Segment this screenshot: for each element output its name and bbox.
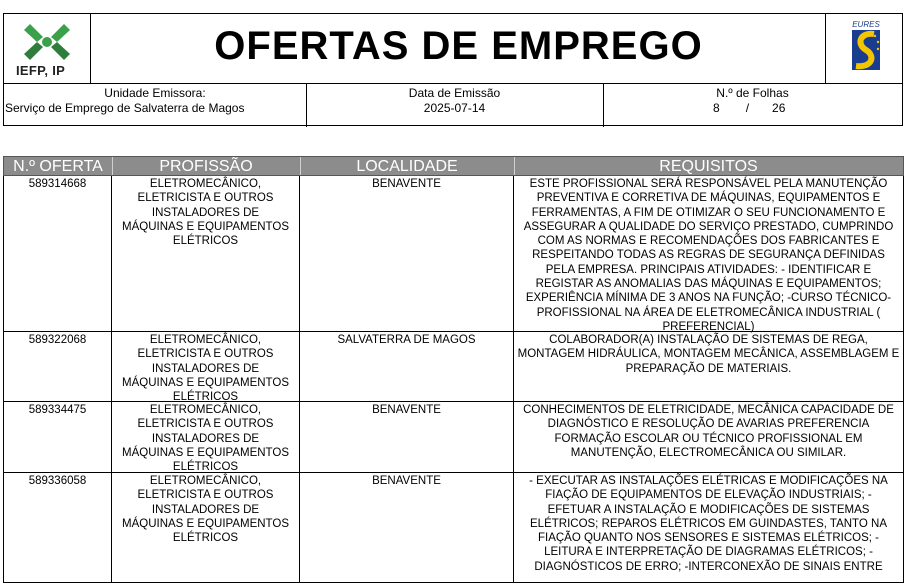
profession: ELETROMECÂNICO, ELETRICISTA E OUTROS INSTALADORES DE MÁQUINAS E EQUIPAMENTOS ELÉTRICOS — [112, 473, 300, 582]
sheet-count-value — [713, 101, 785, 115]
table-row — [3, 402, 904, 473]
issuing-unit-cell — [4, 84, 307, 127]
requirements: - EXECUTAR AS INSTALAÇÕES ELÉTRICAS E MODIFICAÇÕES NA FIAÇÃO DE EQUIPAMENTOS DE ELEVAÇÃO INDUSTRIAIS; - EFETUAR A INSTALAÇÃO E MODIFICAÇÕES DE SISTEMAS ELÉTRICOS; REPAROS ELÉTRICOS EM GUINDASTES, TANTO NA FIAÇÃO QUANTO NOS SENSORES E SISTEMAS ELÉTRICOS; - LEITURA E INTERPRETAÇÃO DE DIAGRAMAS ELÉTRICOS; - DIAGNÓSTICOS DE ERRO; -INTERCONEXÃO DE SINAIS ENTRE — [529, 475, 888, 573]
offer-number: 589336058 — [4, 473, 112, 582]
sheet-total: 26 — [772, 101, 786, 115]
location: BENAVENTE — [300, 176, 514, 331]
column-header-offer-number: N.º OFERTA — [4, 157, 113, 175]
location: BENAVENTE — [300, 473, 514, 582]
issuing-unit-value: Serviço de Emprego de Salvaterra de Magos — [5, 101, 245, 115]
location: SALVATERRA DE MAGOS — [300, 332, 514, 401]
issue-date-value: 2025-07-14 — [423, 101, 486, 115]
job-offers-table — [3, 156, 904, 583]
document-info-row — [4, 83, 902, 127]
profession: ELETROMECÂNICO, ELETRICISTA E OUTROS INSTALADORES DE MÁQUINAS E EQUIPAMENTOS ELÉTRICOS — [112, 332, 300, 401]
sheet-count-label: N.º de Folhas — [716, 86, 789, 100]
iefp-logo — [4, 14, 91, 83]
offer-number: 589314668 — [4, 176, 112, 331]
offer-number: 589334475 — [4, 402, 112, 472]
sheet-separator: / — [745, 101, 750, 115]
sheet-count-cell — [603, 84, 902, 127]
table-row — [3, 332, 904, 402]
requirements: COLABORADOR(A) INSTALAÇÃO DE SISTEMAS DE REGA, MONTAGEM HIDRÁULICA, MONTAGEM MECÂNICA, ASSEMBLAGEM E PREPARAÇÃO DE MATERIAIS. — [517, 334, 900, 375]
document-header — [3, 13, 903, 126]
page-title: OFERTAS DE EMPREGO — [214, 24, 703, 68]
offer-number: 589322068 — [4, 332, 112, 401]
table-row — [3, 176, 904, 332]
iefp-logo-text: IEFP, IP — [16, 63, 66, 78]
table-row — [3, 473, 904, 583]
issue-date-label: Data de Emissão — [408, 86, 501, 100]
issuing-unit-label: Unidade Emissora: — [104, 86, 206, 100]
profession: ELETROMECÂNICO, ELETRICISTA E OUTROS INSTALADORES DE MÁQUINAS E EQUIPAMENTOS ELÉTRICOS — [112, 176, 300, 331]
column-header-location: LOCALIDADE — [300, 157, 515, 175]
eures-logo-icon — [844, 18, 888, 78]
requirements: CONHECIMENTOS DE ELETRICIDADE, MECÂNICA CAPACIDADE DE DIAGNÓSTICO E RESOLUÇÃO DE AVARIAS PREFERENCIA FORMAÇÃO ESCOLAR OU TÉCNICO PROFISSIONAL EM MANUTENÇÃO, ELECTROMECÂNICA OU SIMILAR. — [523, 404, 894, 459]
sheet-current: 8 — [713, 101, 720, 115]
column-header-profession: PROFISSÃO — [112, 157, 301, 175]
table-header — [3, 156, 904, 176]
column-header-requirements: REQUISITOS — [659, 158, 758, 175]
eures-logo-text: EURES — [852, 20, 880, 29]
location: BENAVENTE — [300, 402, 514, 472]
requirements: ESTE PROFISSIONAL SERÁ RESPONSÁVEL PELA MANUTENÇÃO PREVENTIVA E CORRETIVA DE MÁQUINAS, EQUIPAMENTOS E FERRAMENTAS, A FIM DE OTIMIZAR O SEU FUNCIONAMENTO E ASSEGURAR A QUALIDADE DO SERVIÇO PRESTADO, CUMPRINDO COM AS NORMAS E RECOMENDAÇÕES DOS FABRICANTES E RESPEITANDO TODAS AS REGRAS DE SEGURANÇA DEFINIDAS PELA EMPRESA. PRINCIPAIS ATIVIDADES: - IDENTIFICAR E REGISTAR AS ANOMALIAS DAS MÁQUINAS E EQUIPAMENTOS; EXPERIÊNCIA MÍNIMA DE 3 ANOS NA FUNÇÃO; -CURSO TÉCNICO-PROFISSIONAL NA ÁREA DE ELETROMECÂNICA INDUSTRIAL ( PREFERENCIAL) — [523, 178, 894, 333]
eures-logo — [825, 14, 902, 83]
profession: ELETROMECÂNICO, ELETRICISTA E OUTROS INSTALADORES DE MÁQUINAS E EQUIPAMENTOS ELÉTRICOS — [112, 402, 300, 472]
iefp-logo-icon — [24, 20, 70, 64]
issue-date-cell — [306, 84, 604, 127]
